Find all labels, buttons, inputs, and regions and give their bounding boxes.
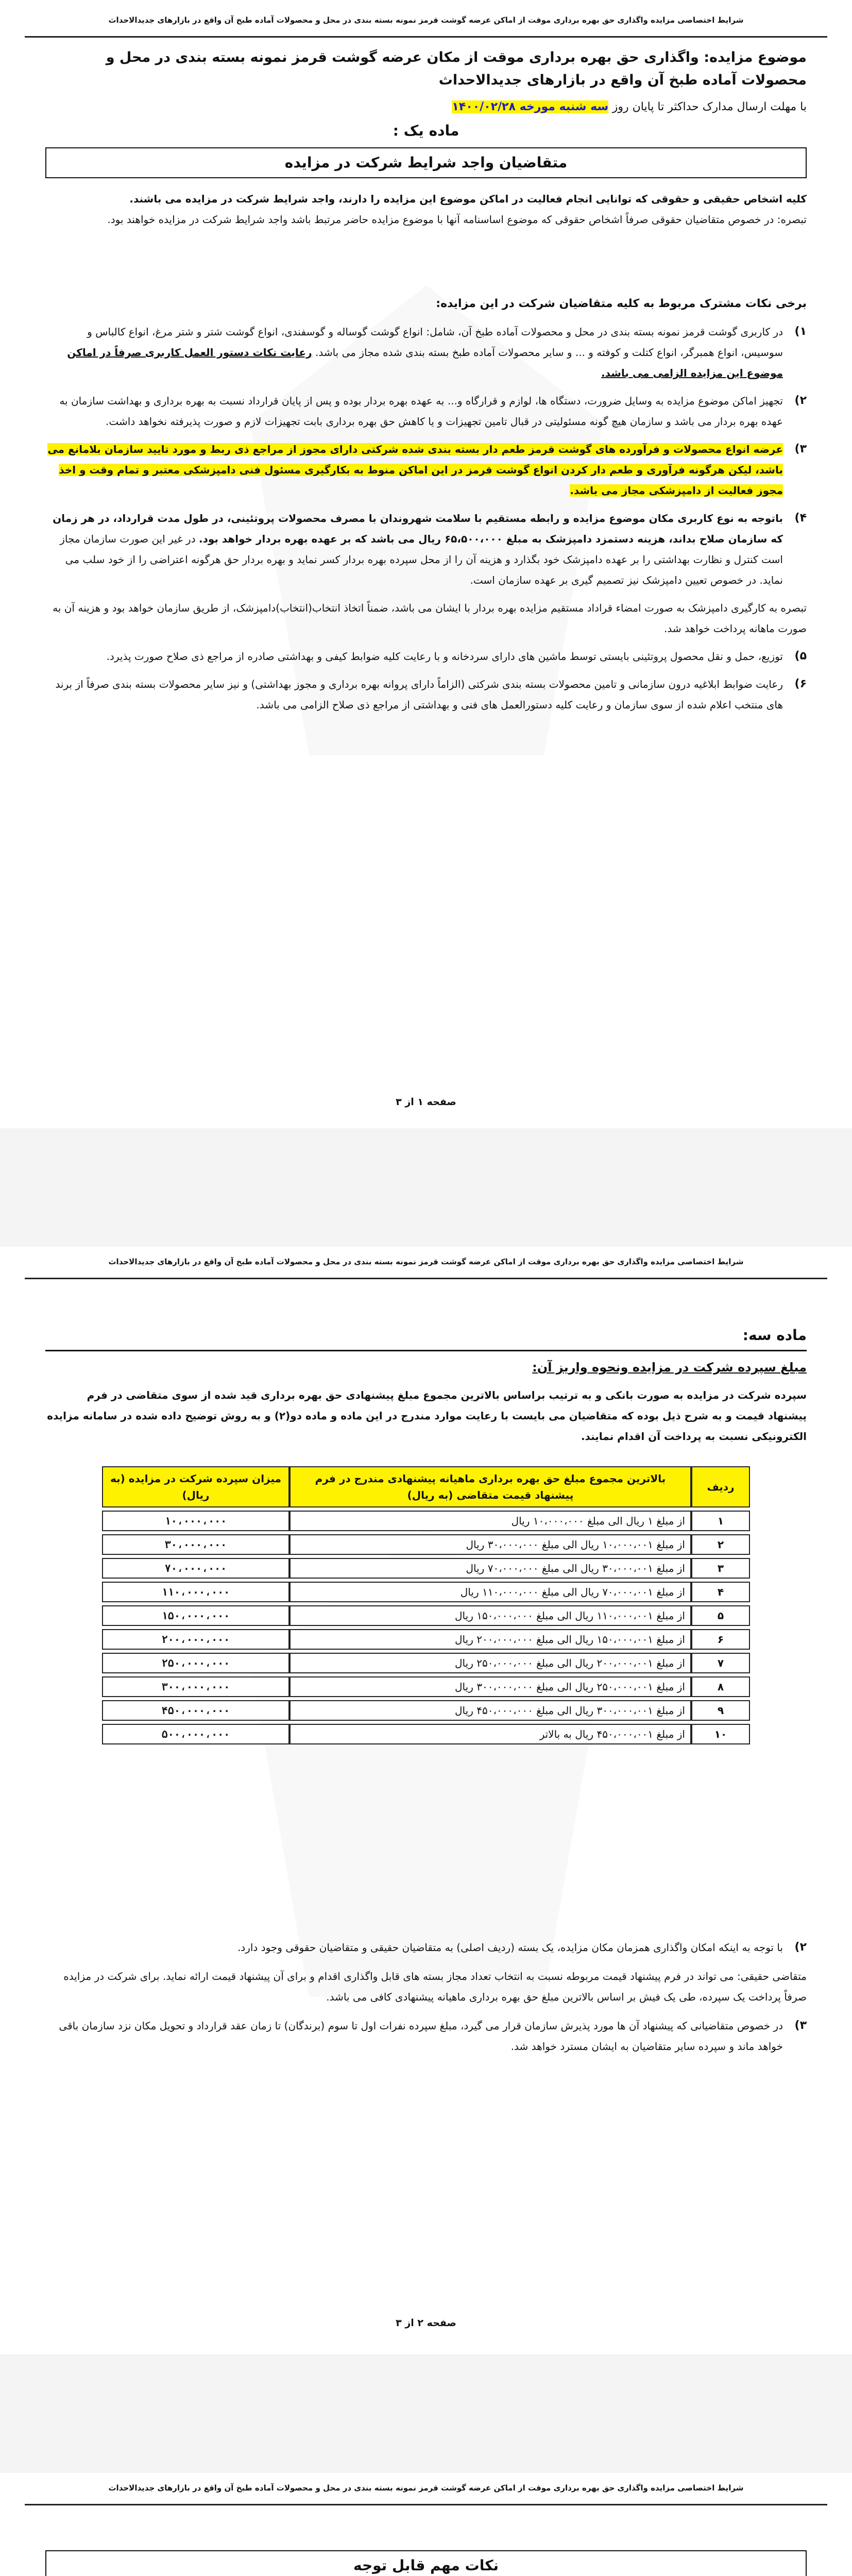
item-number: ۲): [794, 1941, 807, 1954]
table-row: [102, 1676, 750, 1697]
subject-text: واگذاری حق بهره برداری موقت از مکان عرضه گوشت قرمز نمونه بسته بندی در محل و محصولات آماده طبخ آن واقع در بازارهای جدیدالاحداث: [106, 49, 807, 88]
deadline-prefix: با مهلت ارسال مدارک حداکثر تا پایان روز: [612, 100, 807, 113]
deposit-section-title: مبلغ سپرده شرکت در مزایده ونحوه واریز آن:: [532, 1360, 807, 1375]
subject-label: موضوع مزایده:: [704, 49, 807, 65]
table-row: [102, 1629, 750, 1650]
deposit-notes: [45, 1937, 807, 2057]
row-range: از مبلغ ۱۰،۰۰۰،۰۰۱ ریال الی مبلغ ۳۰،۰۰۰،۰۰۰ ریال: [289, 1534, 691, 1555]
document-page-3: [25, 2473, 827, 2576]
item-text: تجهیز اماکن موضوع مزایده به وسایل ضرورت، دستگاه ها، لوازم و قرارگاه و... به عهده بهره بردار بوده و پس از پایان قرارداد نسبت به بهره برداری و بهداشت سازمان به عهده بهره بردار می باشد و سازمان هیچ گونه مسئولیتی در قبال تامین تجهیزات و یا کاهش حق بهره برداری بابت تجهیزات لازم و صورت پذیرفته نخواهد داشت.: [59, 395, 783, 428]
table-row: [102, 1653, 750, 1673]
table-row: [102, 1558, 750, 1579]
row-amount: ۳۰،۰۰۰،۰۰۰: [102, 1534, 289, 1555]
deadline-line: [45, 96, 807, 118]
row-index: ۷: [691, 1653, 750, 1673]
row-amount: ۲۵۰،۰۰۰،۰۰۰: [102, 1653, 289, 1673]
document-header: شرایط اختصاصی مزایده واگذاری حق بهره برداری موقت از اماکن عرضه گوشت قرمز نمونه بسته بندی در محل و محصولات آماده طبخ آن واقع در بازارهای جدیدالاحداث: [25, 2473, 827, 2505]
row-amount: ۷۰،۰۰۰،۰۰۰: [102, 1558, 289, 1579]
deposit-table: [102, 1463, 750, 1748]
row-index: ۵: [691, 1605, 750, 1626]
row-amount: ۵۰۰،۰۰۰،۰۰۰: [102, 1724, 289, 1744]
document-header: شرایط اختصاصی مزایده واگذاری حق بهره برداری موقت از اماکن عرضه گوشت قرمز نمونه بسته بندی در محل و محصولات آماده طبخ آن واقع در بازارهای جدیدالاحداث: [25, 5, 827, 38]
row-range: از مبلغ ۱۵۰،۰۰۰،۰۰۱ ریال الی مبلغ ۲۰۰،۰۰۰،۰۰۰ ریال: [289, 1629, 691, 1650]
row-index: ۳: [691, 1558, 750, 1579]
item-text: در کاربری گوشت قرمز نمونه بسته بندی در محل و محصولات آماده طبخ آن، شامل: انواع گوشت گوساله و گوسفندی، انواع گوشت شتر و شتر مرغ، انواع کالباس و سوسیس، انواع همبرگر، انواع کتلت و کوفته و ... و سایر محصولات آماده طبخ بسته بندی شده مجاز می باشد.: [87, 326, 783, 359]
list-item: [45, 1937, 807, 1958]
intro-note: تبصره: در خصوص متقاضیان حقوقی صرفاً اشخاص حقوقی که موضوع اساسنامه آنها با موضوع مزایده حاضر مرتبط باشد واجد شرایط شرکت در مزایده خواهند بود.: [107, 213, 807, 226]
col-header-range: بالاترین مجموع مبلغ حق بهره برداری ماهیانه پیشنهادی مندرج در فرم پیشنهاد قیمت متقاضی (به ریال): [289, 1466, 691, 1507]
common-notes-list: [45, 294, 807, 722]
row-index: ۱: [691, 1511, 750, 1531]
row-range: از مبلغ ۱۱۰،۰۰۰،۰۰۱ ریال الی مبلغ ۱۵۰،۰۰۰،۰۰۰ ریال: [289, 1605, 691, 1626]
table-row: [102, 1511, 750, 1531]
note-text: در خصوص متقاضیانی که پیشنهاد آن ها مورد پذیرش سازمان قرار می گیرد، مبلغ سپرده نفرات اول تا سوم (برندگان) تا زمان عقد قرارداد و تحویل مکان نزد سازمان باقی خواهد ماند و سپرده سایر متقاضیان به ایشان مسترد خواهد شد.: [59, 2020, 783, 2053]
item-number: ۱): [794, 325, 807, 338]
item-number: ۲): [794, 394, 807, 407]
list-item: [45, 646, 807, 667]
item-number: ۴): [794, 512, 807, 524]
table-row: [102, 1582, 750, 1602]
article-1-title: ماده یک :: [393, 122, 459, 139]
document-page-2: [25, 1247, 827, 2349]
row-index: ۱۰: [691, 1724, 750, 1744]
deadline-date: سه شنبه مورخه ۱۴۰۰/۰۲/۲۸: [452, 100, 609, 113]
table-header-row: [102, 1466, 750, 1507]
row-index: ۹: [691, 1700, 750, 1721]
document-page-1: [25, 5, 827, 1128]
important-notes-heading: نکات مهم قابل توجه: [45, 2550, 807, 2576]
intro-block: [45, 189, 807, 230]
table-row: [102, 1700, 750, 1721]
row-index: ۴: [691, 1582, 750, 1602]
table-row: [102, 1605, 750, 1626]
item-number: ۳): [794, 443, 807, 455]
page-gap: [0, 2354, 852, 2473]
list-item: [45, 2015, 807, 2057]
page-footer: صفحه ۱ از ۳: [396, 1096, 456, 1108]
row-amount: ۲۰۰،۰۰۰،۰۰۰: [102, 1629, 289, 1650]
list-item: [45, 598, 807, 639]
row-index: ۶: [691, 1629, 750, 1650]
row-amount: ۴۵۰،۰۰۰،۰۰۰: [102, 1700, 289, 1721]
row-range: از مبلغ ۲۵۰،۰۰۰،۰۰۱ ریال الی مبلغ ۳۰۰،۰۰۰،۰۰۰ ریال: [289, 1676, 691, 1697]
item-number: ۵): [794, 650, 807, 663]
row-range: از مبلغ ۱ ریال الی مبلغ ۱۰،۰۰۰،۰۰۰ ریال: [289, 1511, 691, 1531]
row-amount: ۳۰۰،۰۰۰،۰۰۰: [102, 1676, 289, 1697]
list-item: [45, 508, 807, 590]
item-number: ۶): [794, 677, 807, 690]
note-text: با توجه به اینکه امکان واگذاری همزمان مکان مزایده، یک بسته (ردیف اصلی) به متقاضیان حقیقی و متقاضیان حقوقی وجود دارد.: [237, 1941, 783, 1954]
document-header: شرایط اختصاصی مزایده واگذاری حق بهره برداری موقت از اماکن عرضه گوشت قرمز نمونه بسته بندی در محل و محصولات آماده طبخ آن واقع در بازارهای جدیدالاحداث: [25, 1247, 827, 1279]
item-extra: در غیر این صورت سازمان مجاز است کنترل و نظارت بهداشتی را بر عهده دامپزشک خود بگذارد و هزینه آن را از محل سپرده بهره بردار کسر نماید و بهره بردار حق هرگونه اعتراضی را از خود سلب می نماید. در خصوص تعیین دامپزشک نیز تصمیم گیری بر عهده سازمان است.: [60, 533, 783, 586]
list-item: [45, 321, 807, 383]
page-footer: صفحه ۲ از ۳: [396, 2317, 456, 2329]
row-range: از مبلغ ۳۰۰،۰۰۰،۰۰۱ ریال الی مبلغ ۴۵۰،۰۰۰،۰۰۰ ریال: [289, 1700, 691, 1721]
list-item: [45, 439, 807, 501]
list-item: [45, 674, 807, 715]
row-amount: ۱۵۰،۰۰۰،۰۰۰: [102, 1605, 289, 1626]
item-text: توزیع، حمل و نقل محصول پروتئینی بایستی توسط ماشین های دارای سردخانه و با رعایت کلیه ضوابط کیفی و بهداشتی صادره از مراجع ذی صلاح صورت پذیرد.: [106, 650, 783, 663]
table-row: [102, 1534, 750, 1555]
deposit-intro: سپرده شرکت در مزایده به صورت بانکی و به ترتیب براساس بالاترین مجموع مبلغ پیشنهادی حق بهره برداری قید شده از سوی متقاضی در فرم پیشنهاد قیمت و به شرح ذیل بوده که متقاضیان می بایست با رعایت موارد مندرج در این ماده و ماده دو(۲) و به روش توضیح داده شده در سامانه مزایده الکترونیکی نسبت به پرداخت آن اقدام نمایند.: [47, 1389, 807, 1443]
table-row: [102, 1724, 750, 1744]
item-number: ۳): [794, 2019, 807, 2032]
row-index: ۲: [691, 1534, 750, 1555]
list-item: [45, 391, 807, 432]
col-header-amount: میزان سپرده شرکت در مزایده (به ریال): [102, 1466, 289, 1507]
row-amount: ۱۰،۰۰۰،۰۰۰: [102, 1511, 289, 1531]
intro-paragraph: کلیه اشخاص حقیقی و حقوقی که توانایی انجام فعالیت در اماکن موضوع این مزایده را دارند، واجد شرایط شرکت در مزایده می باشند.: [129, 193, 807, 205]
divider: [45, 1350, 807, 1351]
item-text: باتوجه به نوع کاربری مکان موضوع مزایده و رابطه مستقیم با سلامت شهروندان با مصرف محصولات پروتئینی، در طول مدت قرارداد، در هر زمان که سازمان صلاح بداند، هزینه دستمزد دامپزشک به مبلغ ۶۵،۵۰۰،۰۰۰ ریال می باشد که بر عهده بهره بردار خواهد بود.: [53, 512, 783, 545]
eligible-applicants-heading: متقاضیان واجد شرایط شرکت در مزایده: [45, 147, 807, 178]
row-amount: ۱۱۰،۰۰۰،۰۰۰: [102, 1582, 289, 1602]
article-3-title: ماده سه:: [742, 1327, 807, 1344]
note-natural-applicant: متقاضی حقیقی: می تواند در فرم پیشنهاد قیمت مربوطه نسبت به انتخاب تعداد مجاز بسته های قابل واگذاری اقدام و برای آن پیشنهاد قیمت ارائه نماید. برای شرکت در مزایده صرفاً پرداخت یک سپرده، طی یک فیش بر اساس بالاترین مبلغ حق بهره برداری ماهیانه پیشنهادی کافی می باشد.: [63, 1970, 807, 2003]
item-text: رعایت ضوابط ابلاغیه درون سازمانی و تامین محصولات بسته بندی شرکتی (الزاماً دارای پروانه بهره برداری و مجوز بهداشتی) و نیز سایر محصولات بسته بندی صرفاً از برند های منتخب اعلام شده از سوی سازمان و رعایت کلیه دستورالعمل های فنی و بهداشتی از مراجع ذی صلاح الزامی می باشد.: [55, 678, 783, 711]
row-range: از مبلغ ۲۰۰،۰۰۰،۰۰۱ ریال الی مبلغ ۲۵۰،۰۰۰،۰۰۰ ریال: [289, 1653, 691, 1673]
row-index: ۸: [691, 1676, 750, 1697]
col-header-idx: ردیف: [691, 1466, 750, 1507]
row-range: از مبلغ ۷۰،۰۰۰،۰۰۱ ریال الی مبلغ ۱۱۰،۰۰۰،۰۰۰ ریال: [289, 1582, 691, 1602]
row-range: از مبلغ ۴۵۰،۰۰۰،۰۰۱ ریال به بالاتر: [289, 1724, 691, 1744]
item-extra: رعایت نکات دستور العمل کاربری صرفاً در اماکن موضوع این مزایده الزامی می باشد.: [67, 346, 783, 379]
auction-subject: [45, 46, 807, 92]
common-notes-title: برخی نکات مشترک مربوط به کلیه متقاضیان شرکت در این مزایده:: [436, 297, 807, 310]
item-text: تبصره به کارگیری دامپزشک به صورت امضاء قراداد مستقیم مزایده بهره بردار با ایشان می باشد، ضمناً اتخاذ انتخاب(انتخاب)دامپزشک، از طریق سازمان خواهد بود و هزینه آن به صورت ماهانه پرداخت خواهد شد.: [53, 602, 807, 635]
row-range: از مبلغ ۳۰،۰۰۰،۰۰۱ ریال الی مبلغ ۷۰،۰۰۰،۰۰۰ ریال: [289, 1558, 691, 1579]
item-text: عرضه انواع محصولات و فرآورده های گوشت قرمز طعم دار بسته بندی شده شرکتی دارای مجوز از مراجع ذی ربط و مورد تایید سازمان بلامانع می باشد، لیکن هرگونه فرآوری و طعم دار کردن انواع گوشت قرمز در این اماکن منوط به بکارگیری مسئول فنی دامپزشکی معتبر و تمام وقت و اخذ مجوز فعالیت از دامپزشکی مجاز می باشد.: [47, 443, 783, 497]
page-gap: [0, 1128, 852, 1247]
